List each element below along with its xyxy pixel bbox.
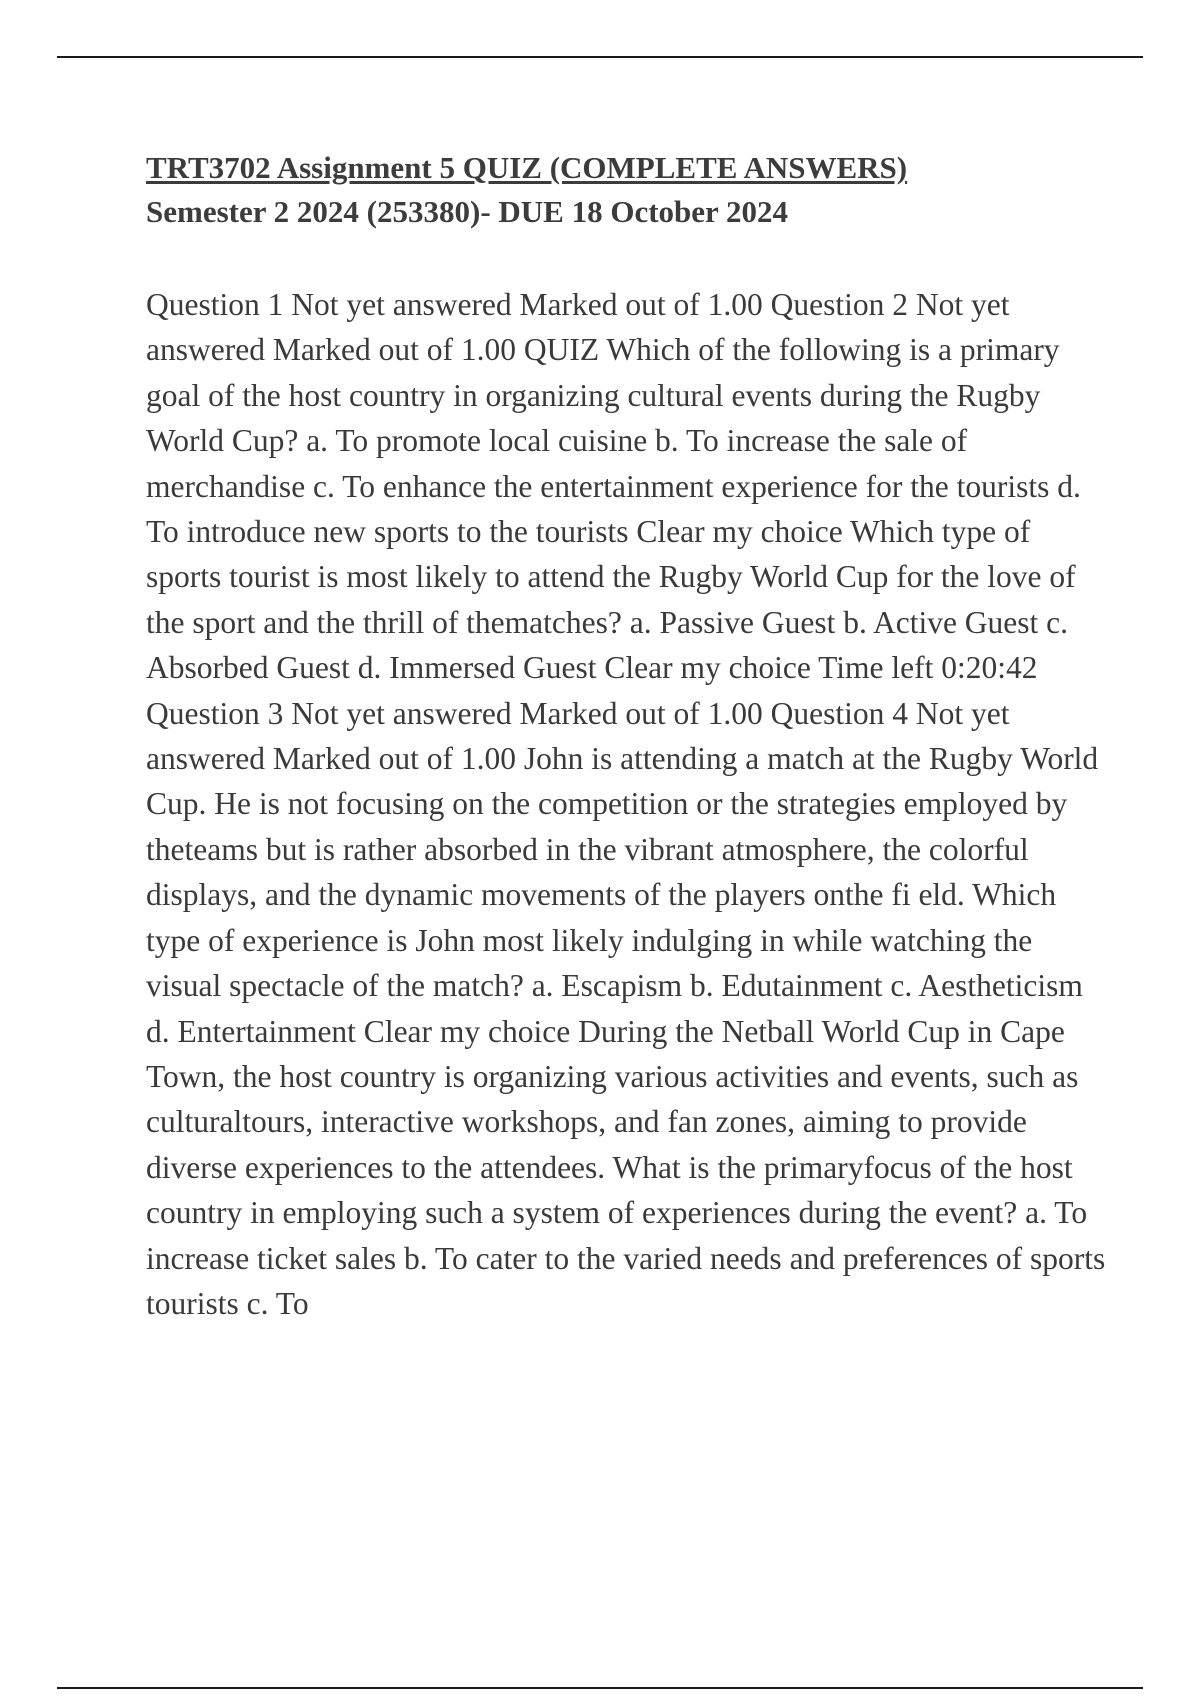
top-divider bbox=[57, 56, 1143, 58]
title-line-1: TRT3702 Assignment 5 QUIZ (COMPLETE ANSWERS) bbox=[146, 150, 908, 185]
bottom-divider bbox=[57, 1687, 1143, 1689]
document-title bbox=[146, 146, 1106, 234]
document-body: Question 1 Not yet answered Marked out of 1.00 Question 2 Not yet answered Marked out of 1.00 QUIZ Which of the following is a primary goal of the host country in organizing cultural events during the Rugby World Cup? a. To promote local cuisine b. To increase the sale of merchandise c. To enhance the entertainment experience for the tourists d. To introduce new sports to the tourists Clear my choice Which type of sports tourist is most likely to attend the Rugby World Cup for the love of the sport and the thrill of thematches? a. Passive Guest b. Active Guest c. Absorbed Guest d. Immersed Guest Clear my choice Time left 0:20:42 Question 3 Not yet answered Marked out of 1.00 Question 4 Not yet answered Marked out of 1.00 John is attending a match at the Rugby World Cup. He is not focusing on the competition or the strategies employed by theteams but is rather absorbed in the vibrant atmosphere, the colorful displays, and the dynamic movements of the players onthe fi eld. Which type of experience is John most likely indulging in while watching the visual spectacle of the match? a. Escapism b. Edutainment c. Aestheticism d. Entertainment Clear my choice During the Netball World Cup in Cape Town, the host country is organizing various activities and events, such as culturaltours, interactive workshops, and fan zones, aiming to provide diverse experiences to the attendees. What is the primaryfocus of the host country in employing such a system of experiences during the event? a. To increase ticket sales b. To cater to the varied needs and preferences of sports tourists c. To bbox=[146, 287, 1106, 1321]
title-line-2: Semester 2 2024 (253380)- DUE 18 October 2024 bbox=[146, 194, 788, 229]
